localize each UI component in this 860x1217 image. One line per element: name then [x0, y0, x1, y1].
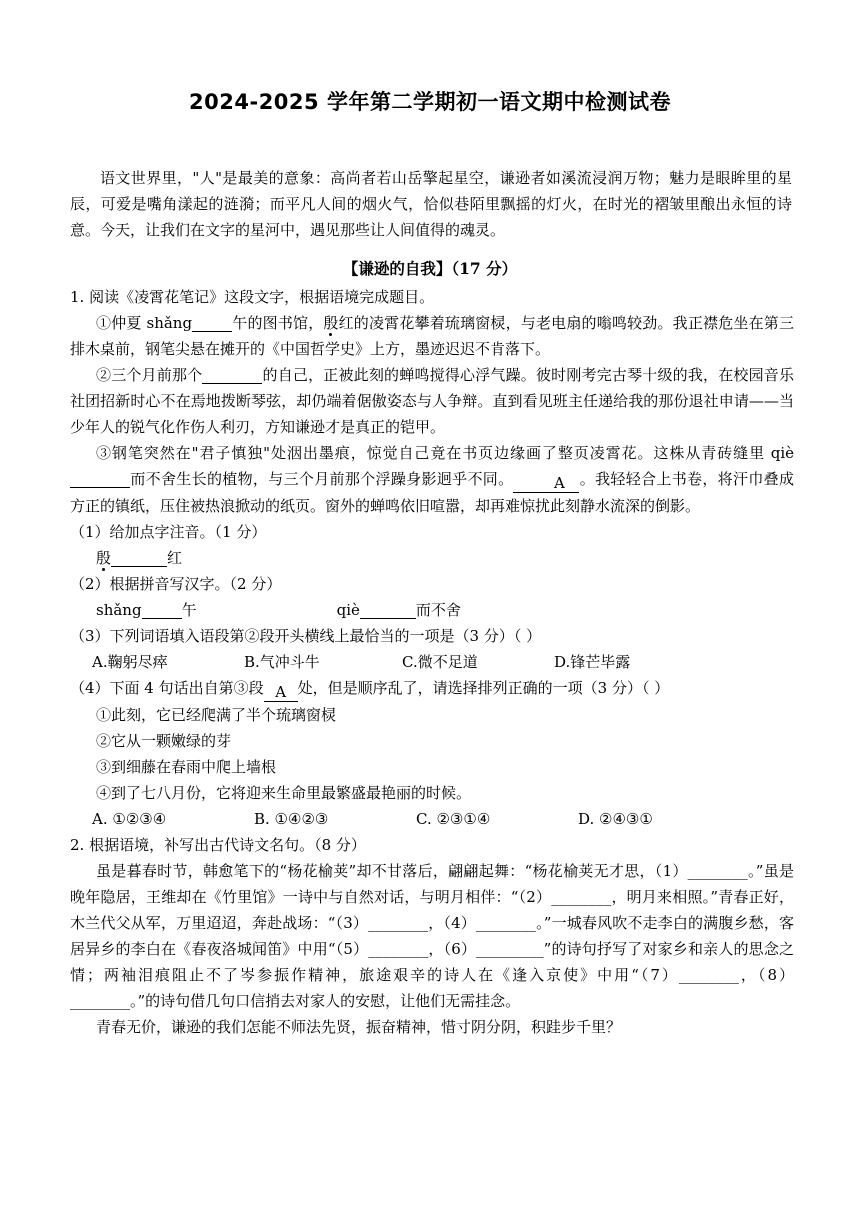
questions-body — [70, 284, 794, 1040]
answer-blank[interactable] — [202, 365, 262, 384]
q2-text: 虽是暮春时节，韩愈笔下的“杨花榆荚”却不甘落后，翩翩起舞：“杨花榆荚无才思，（1）________。”虽是晚年隐居，王维却在《竹里馆》一诗中与自然对话，与明月相伴：“（2）________，明月来相照。”青春正好，木兰代父从军，万里迢迢，奔赴战场：“（3）________，（4）________。”一城春风吹不走李白的满腹乡愁，客居异乡的李白在《春夜洛城闻笛》中用“（5）________，（6）_________”的诗句抒写了对家乡和亲人的思念之情；两袖泪痕阻止不了岑参振作精神，旅途艰辛的诗人在《逢入京使》中用“（7）________，（8）________。”的诗句借几句口信捎去对家人的安慰，让他们无需挂念。 — [70, 862, 794, 1010]
q1-sub4-options — [70, 806, 794, 832]
option-c[interactable]: C.微不足道 — [402, 653, 478, 671]
option-d[interactable]: D. ②④③① — [578, 810, 653, 828]
dotted-char: 殷 — [323, 314, 339, 332]
blank-a: A — [513, 474, 579, 493]
option-a[interactable]: A. ①②③④ — [92, 810, 167, 828]
answer-blank[interactable] — [192, 313, 232, 332]
answer-blank[interactable] — [70, 469, 130, 488]
q1-sub4-sentence: ②它从一颗嫩绿的芽 — [96, 732, 232, 750]
q2-stem: 2. 根据语境，补写出古代诗文名句。（8 分） — [70, 836, 366, 854]
q1-stem: 1. 阅读《凌霄花笔记》这段文字，根据语境完成题目。 — [70, 288, 435, 306]
option-b[interactable]: B. ①④②③ — [254, 810, 329, 828]
q2-closing: 青春无价，谦逊的我们怎能不师法先贤，振奋精神，惜寸阴分阴，积跬步千里？ — [96, 1018, 622, 1036]
q1-sub3-options — [70, 649, 794, 675]
option-b[interactable]: B.气冲斗牛 — [244, 653, 320, 671]
q1-passage-paragraph-3: ③钢笔突然在"君子慎独"处洇出墨痕，惊觉自己竟在书页边缘画了整页凌霄花。这株从青砖缝里 qiè而不舍生长的植物，与三个月前那个浮躁身影迥乎不同。 A 。我轻轻合上书卷，将汗巾叠成方正的镇纸，压住被热浪掀动的纸页。窗外的蝉鸣依旧喧嚣，却再难惊扰此刻静水流深的倒影。 — [70, 444, 794, 515]
q1-sub3: （3）下列词语填入语段第②段开头横线上最恰当的一项是（3 分）（ ） — [70, 627, 542, 645]
q1-sub1: （1）给加点字注音。（1 分） — [70, 523, 267, 541]
intro-paragraph: 语文世界里，"人"是最美的意象：高尚者若山岳擎起星空，谦逊者如溪流浸润万物；魅力是眼眸里的星辰，可爱是嘴角漾起的涟漪；而平凡人间的烟火气，恰似巷陌里飘摇的灯火，在时光的褶皱里酿出永恒的诗意。今天，让我们在文字的星河中，遇见那些让人间值得的魂灵。 — [70, 169, 792, 239]
answer-blank[interactable] — [111, 548, 167, 567]
option-a[interactable]: A.鞠躬尽瘁 — [92, 653, 168, 671]
q1-sub4-sentence: ④到了七八月份，它将迎来生命里最繁盛最艳丽的时候。 — [96, 784, 472, 802]
option-d[interactable]: D.锋芒毕露 — [554, 653, 631, 671]
answer-blank[interactable] — [360, 600, 416, 619]
answer-paren[interactable]: （ ） — [513, 627, 542, 645]
q1-passage-paragraph-2: ②三个月前那个 的自己，正被此刻的蝉鸣搅得心浮气躁。彼时刚考完古琴十级的我，在校园音乐社团招新时心不在焉地拨断琴弦，却仍端着倨傲姿态与人争辩。直到看见班主任递给我的那份退社申请——当少年人的锐气化作伤人利刃，方知谦逊才是真正的铠甲。 — [70, 366, 794, 436]
answer-blank[interactable] — [142, 600, 182, 619]
q1-sub4: （4）下面 4 句话出自第③段 A 处，但是顺序乱了，请选择排列正确的一项（3 分）（ ） — [70, 679, 670, 701]
q1-passage-paragraph-1: ①仲夏 shǎng 午的图书馆，殷红的凌霄花攀着琉璃窗棂，与老电扇的嗡鸣较劲。我正襟危坐在第三排木桌前，钢笔尖悬在摊开的《中国哲学史》上方，墨迹迟迟不肯落下。 — [70, 314, 794, 358]
option-c[interactable]: C. ②③①④ — [416, 810, 491, 828]
q1-sub1-answer: 殷 红 — [96, 549, 183, 567]
exam-title: 2024-2025 学年第二学期初一语文期中检测试卷 — [189, 90, 671, 114]
blank-a: A — [264, 683, 298, 702]
q1-sub2-answer: shǎng 午 qiè 而不舍 — [96, 601, 461, 619]
q1-sub4-sentence: ①此刻，它已经爬满了半个琉璃窗棂 — [96, 706, 337, 724]
q1-sub4-sentence: ③到细藤在春雨中爬上墙根 — [96, 758, 277, 776]
section-title: 【谦逊的自我】（17 分） — [342, 259, 518, 278]
q1-sub2: （2）根据拼音写汉字。（2 分） — [70, 575, 282, 593]
